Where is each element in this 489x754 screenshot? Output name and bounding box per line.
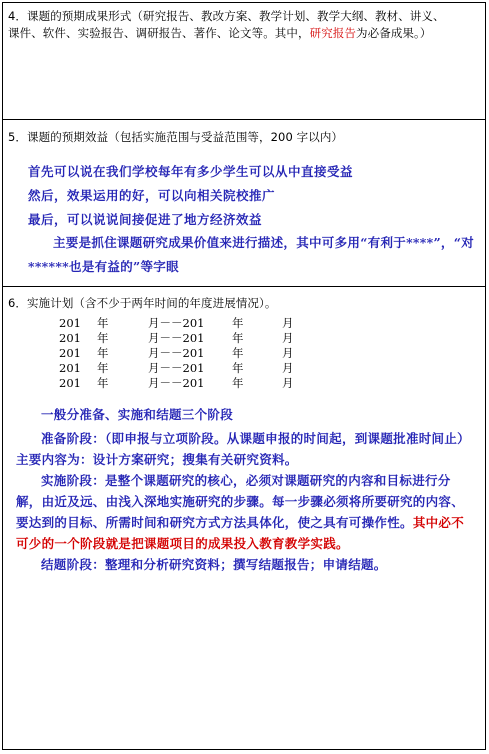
section-4-expected-outcomes (8, 8, 478, 42)
benefit-line-2: 然后，效果运用的好，可以向相关院校推广 (28, 188, 276, 203)
benefit-line-3: 最后，可以说说间接促进了地方经济效益 (28, 212, 263, 227)
plan-date-rows (0, 316, 489, 391)
plan-row: 201 年 月－－201 年 月 (59, 361, 294, 375)
plan-row: 201 年 月－－201 年 月 (59, 376, 294, 390)
plan-row: 201 年 月－－201 年 月 (59, 316, 294, 330)
section-divider (2, 286, 486, 287)
section-6-heading: 6．实施计划（含不少于两年时间的年度进展情况）。 (8, 296, 277, 310)
plan-stage-implementation-highlight: 其中必不可少的一个阶段就是把课题项目的成果投入教育教学实践。 (16, 515, 465, 551)
benefit-guidance-paragraph: 主要是抓住课题研究成果价值来进行描述，其中可多用“有利于****”，“对******也是有益的”等字眼 (28, 235, 475, 274)
section-5-heading: 5．课题的预期效益（包括实施范围与受益范围等，200 字以内） (8, 130, 344, 144)
plan-stage-implementation: 实施阶段：是整个课题研究的核心，必须对课题研究的内容和目标进行分解，由近及远、由浅入深地实施研究的步骤。每一步骤必须将所要研究的内容、要达到的目标、所需时间和研究方式方法具体化，使之具有可操作性。其中必不可少的一个阶段就是把课题项目的成果投入教育教学实践。 (16, 473, 465, 551)
plan-stages-intro: 一般分准备、实施和结题三个阶段 (41, 407, 234, 422)
section-4-line-1: 4．课题的预期成果形式（研究报告、教改方案、教学计划、教学大纲、教材、讲义、 (8, 9, 445, 23)
plan-stage-preparation: 准备阶段：（即申报与立项阶段。从课题申报的时间起，到课题批准时间止）主要内容为：设计方案研究；搜集有关研究资料。 (16, 431, 470, 467)
benefit-line-1: 首先可以说在我们学校每年有多少学生可以从中直接受益 (28, 164, 354, 179)
plan-row: 201 年 月－－201 年 月 (59, 331, 294, 345)
plan-stage-conclusion: 结题阶段：整理和分析研究资料；撰写结题报告；申请结题。 (41, 557, 387, 572)
plan-row: 201 年 月－－201 年 月 (59, 346, 294, 360)
section-divider (2, 119, 486, 120)
section-6-plan-notes (16, 404, 476, 575)
required-outcome-highlight: 研究报告 (309, 26, 357, 40)
section-4-line-2: 课件、软件、实验报告、调研报告、著作、论文等。其中，研究报告为必备成果。） (8, 26, 432, 40)
section-5-notes (28, 160, 476, 232)
